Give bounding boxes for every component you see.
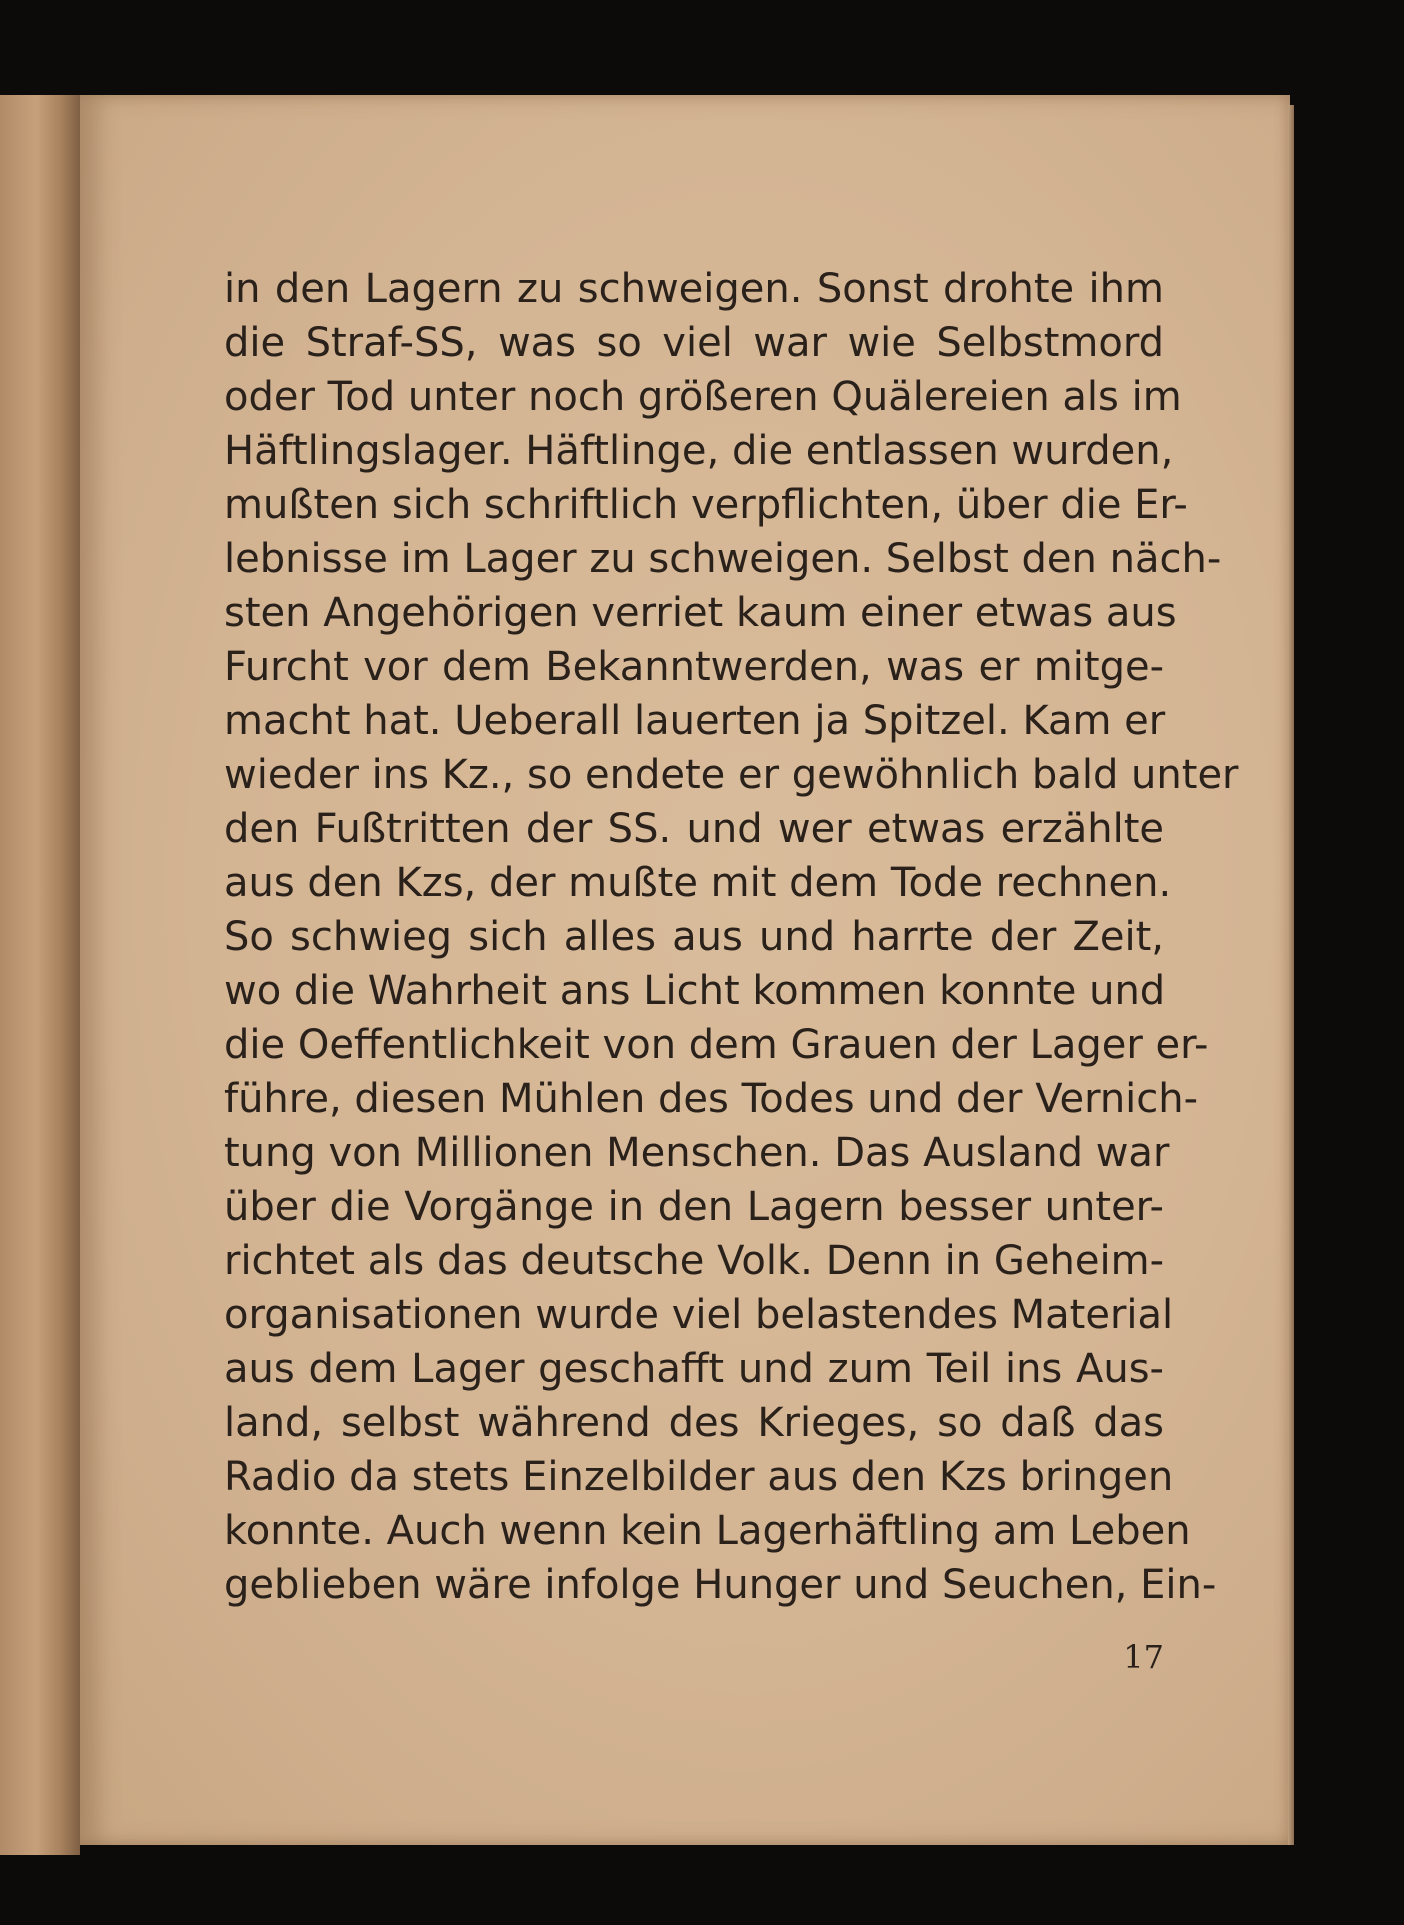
text-line-12: aus den Kzs, der mußte mit dem Tode rechnen. bbox=[224, 860, 1172, 906]
text-line-19: richtet als das deutsche Volk. Denn in Geheim- bbox=[224, 1238, 1164, 1284]
text-line-25: geblieben wäre infolge Hunger und Seuchen, Ein- bbox=[224, 1562, 1217, 1608]
text-line-10: wieder ins Kz., so endete er gewöhnlich bald unter bbox=[224, 752, 1239, 798]
text-line-5: mußten sich schriftlich verpflichten, über die Er- bbox=[224, 482, 1188, 528]
text-line-1: in den Lagern zu schweigen. Sonst drohte ihm bbox=[224, 266, 1164, 312]
text-line-18: über die Vorgänge in den Lagern besser unter- bbox=[224, 1184, 1164, 1230]
text-line-22: land, selbst während des Krieges, so daß das bbox=[224, 1400, 1164, 1446]
page-edge bbox=[1288, 105, 1294, 1845]
book-spine-left-page bbox=[0, 95, 80, 1855]
body-text bbox=[224, 262, 1239, 1612]
text-line-13: So schwieg sich alles aus und harrte der Zeit, bbox=[224, 914, 1164, 960]
text-line-6: lebnisse im Lager zu schweigen. Selbst den näch- bbox=[224, 536, 1222, 582]
text-line-23: Radio da stets Einzelbilder aus den Kzs bringen bbox=[224, 1454, 1174, 1500]
text-line-24: konnte. Auch wenn kein Lagerhäftling am Leben bbox=[224, 1508, 1191, 1554]
text-line-11: den Fußtritten der SS. und wer etwas erzählte bbox=[224, 806, 1164, 852]
text-line-21: aus dem Lager geschafft und zum Teil ins Aus- bbox=[224, 1346, 1164, 1392]
text-line-16: führe, diesen Mühlen des Todes und der Vernich- bbox=[224, 1076, 1199, 1122]
text-line-2: die Straf-SS, was so viel war wie Selbstmord bbox=[224, 320, 1164, 366]
text-line-4: Häftlingslager. Häftlinge, die entlassen wurden, bbox=[224, 428, 1174, 474]
text-line-14: wo die Wahrheit ans Licht kommen konnte und bbox=[224, 968, 1166, 1014]
text-line-3: oder Tod unter noch größeren Quälereien als im bbox=[224, 374, 1182, 420]
text-line-15: die Oeffentlichkeit von dem Grauen der Lager er- bbox=[224, 1022, 1209, 1068]
text-line-20: organisationen wurde viel belastendes Material bbox=[224, 1292, 1174, 1338]
text-line-7: sten Angehörigen verriet kaum einer etwas aus bbox=[224, 590, 1177, 636]
text-line-17: tung von Millionen Menschen. Das Ausland war bbox=[224, 1130, 1170, 1176]
text-line-9: macht hat. Ueberall lauerten ja Spitzel. Kam er bbox=[224, 698, 1166, 744]
page-number: 17 bbox=[1123, 1638, 1164, 1676]
text-line-8: Furcht vor dem Bekanntwerden, was er mitge- bbox=[224, 644, 1164, 690]
